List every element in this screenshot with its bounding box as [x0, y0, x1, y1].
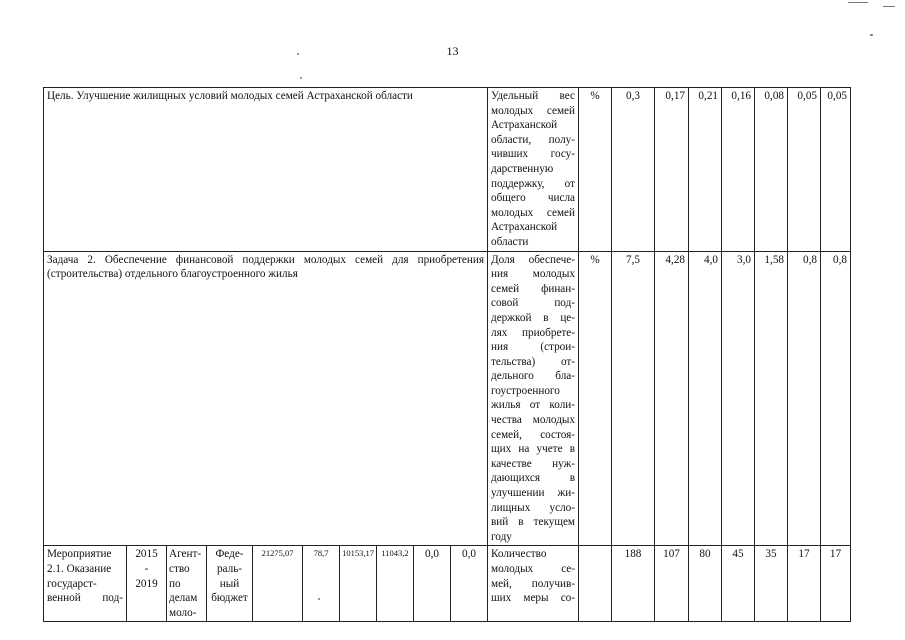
activity-executor: Агент- ство по делам моло- [167, 546, 207, 622]
finance-value: 21275,07 [253, 546, 303, 622]
goal-text: Цель. Улучшение жилищных условий молодых семей Астраханской области [44, 88, 488, 252]
activity-indicator: Количество молодых се- мей, получив- ших меры со- [488, 546, 579, 622]
scan-speck [848, 2, 868, 3]
scan-speck [883, 6, 895, 7]
finance-value: 78,7 [303, 546, 340, 622]
page-number: 13 [446, 44, 459, 58]
activity-value: 188 [612, 546, 655, 622]
activity-value: 17 [788, 546, 821, 622]
task-unit: % [579, 251, 612, 546]
activity-value: 35 [755, 546, 788, 622]
scan-speck [318, 598, 320, 600]
activity-period: 2015 - 2019 [127, 546, 167, 622]
goal-value: 0,21 [689, 88, 722, 252]
task-value: 4,28 [655, 251, 689, 546]
activity-unit [579, 546, 612, 622]
scan-speck [297, 53, 299, 55]
finance-value: 0,0 [414, 546, 451, 622]
task-indicator: Доля обеспече- ния молодых семей финан- совой под- держкой в це- лях приобрете- ния (строи- тельства) от- дельного бла- гоустроенного жилья от коли- чества молодых семей, состоя- щих на учете в качестве нуж- дающихся в улучшении жи- лищных усло- вий в текущем году [488, 251, 579, 546]
task-value: 4,0 [689, 251, 722, 546]
goal-value: 0,17 [655, 88, 689, 252]
task-value: 3,0 [722, 251, 755, 546]
finance-value: 0,0 [451, 546, 488, 622]
activity-value: 17 [821, 546, 851, 622]
goal-value: 0,3 [612, 88, 655, 252]
program-table [43, 87, 851, 622]
task-value: 7,5 [612, 251, 655, 546]
activity-value: 107 [655, 546, 689, 622]
scan-speck [300, 77, 302, 79]
activity-value: 45 [722, 546, 755, 622]
activity-name: Мероприятие 2.1. Оказание государст- венной под- [44, 546, 127, 622]
goal-value: 0,05 [821, 88, 851, 252]
goal-value: 0,08 [755, 88, 788, 252]
task-text: Задача 2. Обеспечение финансовой поддержки молодых семей для приобретения (строительства) отдельного благоустроенного жилья [44, 251, 488, 546]
finance-value: 10153,17 [340, 546, 377, 622]
task-value: 0,8 [788, 251, 821, 546]
task-row [44, 251, 851, 546]
activity-value: 80 [689, 546, 722, 622]
task-value: 1,58 [755, 251, 788, 546]
activity-source: Феде- раль- ный бюджет [207, 546, 253, 622]
goal-value: 0,16 [722, 88, 755, 252]
activity-row [44, 546, 851, 622]
goal-indicator: Удельный вес молодых семей Астраханской области, полу- чивших госу- дарственную поддержку, от общего числа молодых семей Астраханской области [488, 88, 579, 252]
finance-value: 11043,2 [377, 546, 414, 622]
goal-value: 0,05 [788, 88, 821, 252]
scan-speck [870, 34, 873, 36]
task-value: 0,8 [821, 251, 851, 546]
goal-unit: % [579, 88, 612, 252]
goal-row [44, 88, 851, 252]
